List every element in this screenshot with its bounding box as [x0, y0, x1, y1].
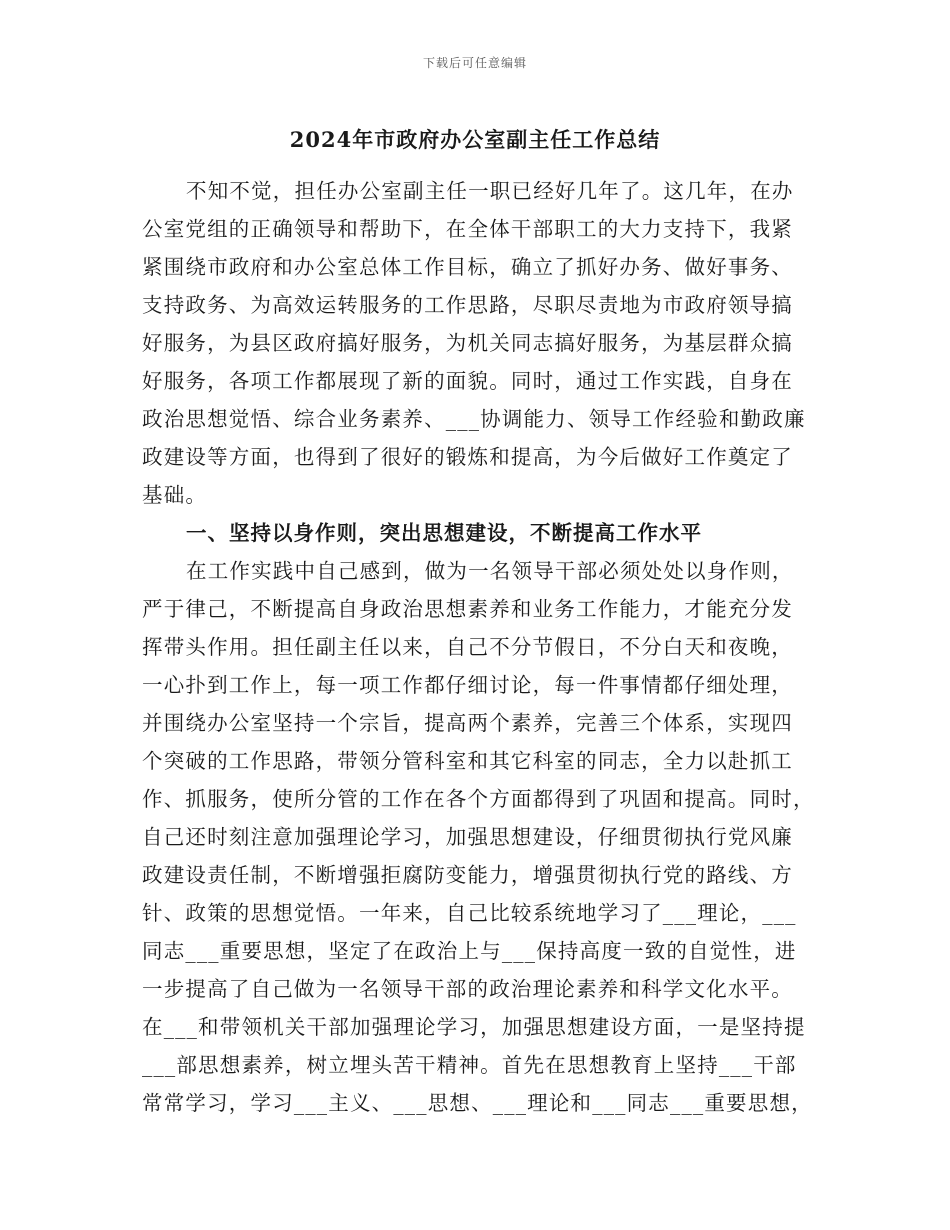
paragraph-line: 好服务，为县区政府搞好服务，为机关同志搞好服务，为基层群众搞 — [142, 331, 793, 355]
paragraph-line: 自己还时刻注意加强理论学习，加强思想建设，仔细贯彻执行党风廉 — [142, 825, 793, 849]
paragraph-line: 好服务，各项工作都展现了新的面貌。同时，通过工作实践，自身在 — [142, 369, 793, 393]
section-heading: 一、坚持以身作则，突出思想建设，不断提高工作水平 — [186, 521, 702, 545]
paragraph-line: 不知不觉，担任办公室副主任一职已经好几年了。这几年，在办 — [186, 179, 794, 203]
paragraph-line: 在___和带领机关干部加强理论学习，加强思想建设方面，一是坚持提 — [142, 1015, 806, 1039]
paragraph-line: 挥带头作用。担任副主任以来，自己不分节假日，不分白天和夜晚， — [142, 635, 793, 659]
paragraph-line: 针、政策的思想觉悟。一年来，自己比较系统地学习了___理论，___ — [142, 901, 797, 925]
paragraph-line: 同志___重要思想，坚定了在政治上与___保持高度一致的自觉性，进 — [142, 939, 797, 963]
paragraph-line: 基础。 — [142, 483, 208, 507]
paragraph-line: 一步提高了自己做为一名领导干部的政治理论素养和科学文化水平。 — [142, 977, 793, 1001]
paragraph-line: 并围绕办公室坚持一个宗旨，提高两个素养，完善三个体系，实现四 — [142, 711, 793, 735]
paragraph-line: 严于律己，不断提高自身政治思想素养和业务工作能力，才能充分发 — [142, 597, 793, 621]
paragraph-line: 在工作实践中自己感到，做为一名领导干部必须处处以身作则， — [186, 559, 794, 583]
header-note: 下载后可任意编辑 — [422, 56, 527, 70]
document-body — [142, 172, 814, 1122]
paragraph-line: 支持政务、为高效运转服务的工作思路，尽职尽责地为市政府领导搞 — [142, 293, 793, 317]
paragraph-line: ___部思想素养，树立埋头苦干精神。首先在思想教育上坚持___干部 — [142, 1053, 797, 1077]
document-title: 2024年市政府办公室副主任工作总结 — [289, 127, 661, 152]
paragraph-line: 公室党组的正确领导和帮助下，在全体干部职工的大力支持下，我紧 — [142, 217, 793, 241]
paragraph-line: 紧围绕市政府和办公室总体工作目标，确立了抓好办务、做好事务、 — [142, 255, 793, 279]
paragraph-line: 个突破的工作思路，带领分管科室和其它科室的同志，全力以赴抓工 — [142, 749, 793, 773]
paragraph-line: 政建设等方面，也得到了很好的锻炼和提高，为今后做好工作奠定了 — [142, 445, 793, 469]
paragraph-line: 政建设责任制，不断增强拒腐防变能力，增强贯彻执行党的路线、方 — [142, 863, 793, 887]
paragraph-line: 政治思想觉悟、综合业务素养、___协调能力、领导工作经验和勤政廉 — [142, 407, 806, 431]
paragraph-line: 作、抓服务，使所分管的工作在各个方面都得到了巩固和提高。同时， — [142, 787, 815, 811]
paragraph-line: 一心扑到工作上，每一项工作都仔细讨论，每一件事情都仔细处理， — [142, 673, 793, 697]
paragraph-line: 常常学习，学习___主义、___思想、___理论和___同志___重要思想， — [142, 1091, 813, 1115]
